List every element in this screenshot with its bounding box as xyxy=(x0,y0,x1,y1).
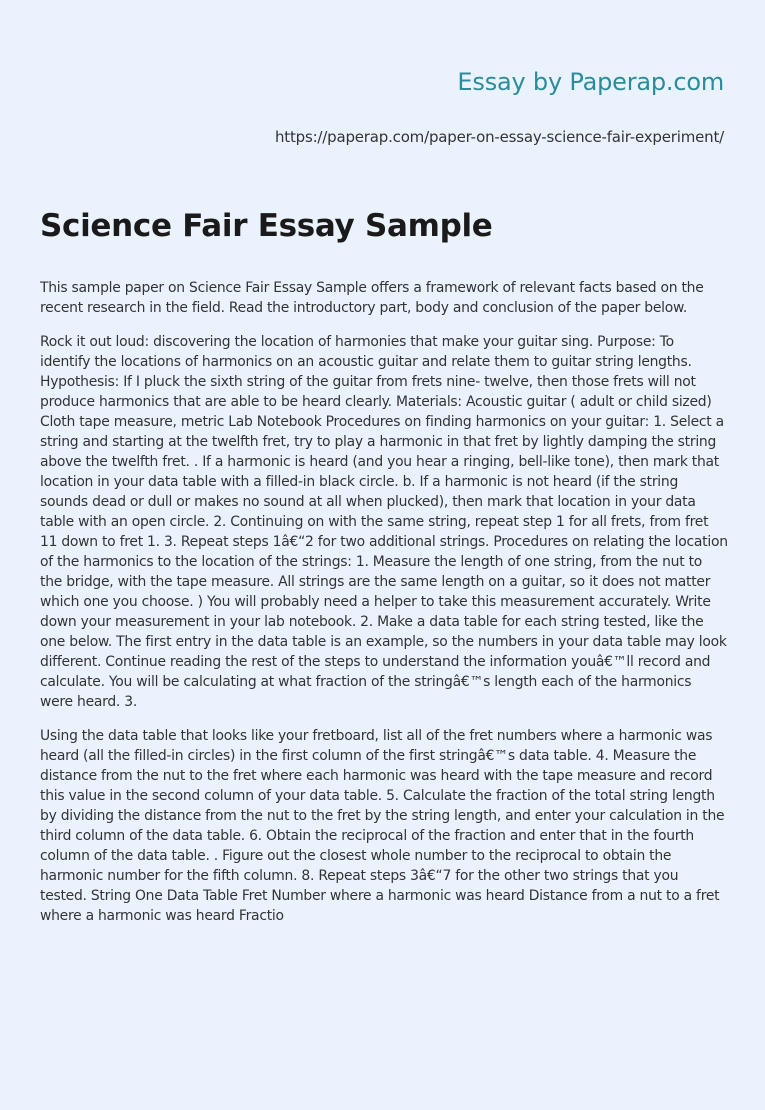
page-title: Science Fair Essay Sample xyxy=(40,208,493,244)
body-paragraph: Using the data table that looks like your fretboard, list all of the fret numbers where a harmonic was heard (all the filled-in circles) in the first column of the first stringâ€™s data table. 4. Measure the distance from the nut to the fret where each harmonic was heard with the tape measure and record this value in the second column of your data table. 5. Calculate the fraction of the total string length by dividing the distance from the nut to the fret by the string length, and enter your calculation in the third column of the data table. 6. Obtain the reciprocal of the fraction and enter that in the fourth column of the data table. . Figure out the closest whole number to the reciprocal to obtain the harmonic number for the fifth column. 8. Repeat steps 3â€“7 for the other two strings that you tested. String One Data Table Fret Number where a harmonic was heard Distance from a nut to a fret where a harmonic was heard Fractio xyxy=(40,728,725,924)
site-brand[interactable]: Essay by Paperap.com xyxy=(457,68,724,96)
source-url[interactable]: https://paperap.com/paper-on-essay-science-fair-experiment/ xyxy=(274,128,724,146)
essay-body xyxy=(40,278,728,940)
intro-paragraph: This sample paper on Science Fair Essay Sample offers a framework of relevant facts based on the recent research in the field. Read the introductory part, body and conclusion of the paper below. xyxy=(40,280,704,316)
body-paragraph: Rock it out loud: discovering the location of harmonies that make your guitar sing. Purpose: To identify the locations of harmonics on an acoustic guitar and relate them to guitar string lengths. Hypothesis: If I pluck the sixth string of the guitar from frets nine- twelve, then those frets will not produce harmonics that are able to be heard clearly. Materials: Acoustic guitar ( adult or child sized) Cloth tape measure, metric Lab Notebook Procedures on finding harmonics on your guitar: 1. Select a string and starting at the twelfth fret, try to play a harmonic in that fret by lightly damping the string above the twelfth fret. . If a harmonic is heard (and you hear a ringing, bell-like tone), then mark that location in your data table with a filled-in black circle. b. If a harmonic is not heard (if the string sounds dead or dull or makes no sound at all when plucked), then mark that location in your data table with an open circle. 2. Continuing on with the same string, repeat step 1 for all frets, from fret 11 down to fret 1. 3. Repeat steps 1â€“2 for two additional strings. Procedures on relating the location of the harmonics to the location of the strings: 1. Measure the length of one string, from the nut to the bridge, with the tape measure. All strings are the same length on a guitar, so it does not matter which one you choose. ) You will probably need a helper to take this measurement accurately. Write down your measurement in your lab notebook. 2. Make a data table for each string tested, like the one below. The first entry in the data table is an example, so the numbers in your data table may look different. Continue reading the rest of the steps to understand the information youâ€™ll record and calculate. You will be calculating at what fraction of the stringâ€™s length each of the harmonics were heard. 3. xyxy=(40,334,728,710)
